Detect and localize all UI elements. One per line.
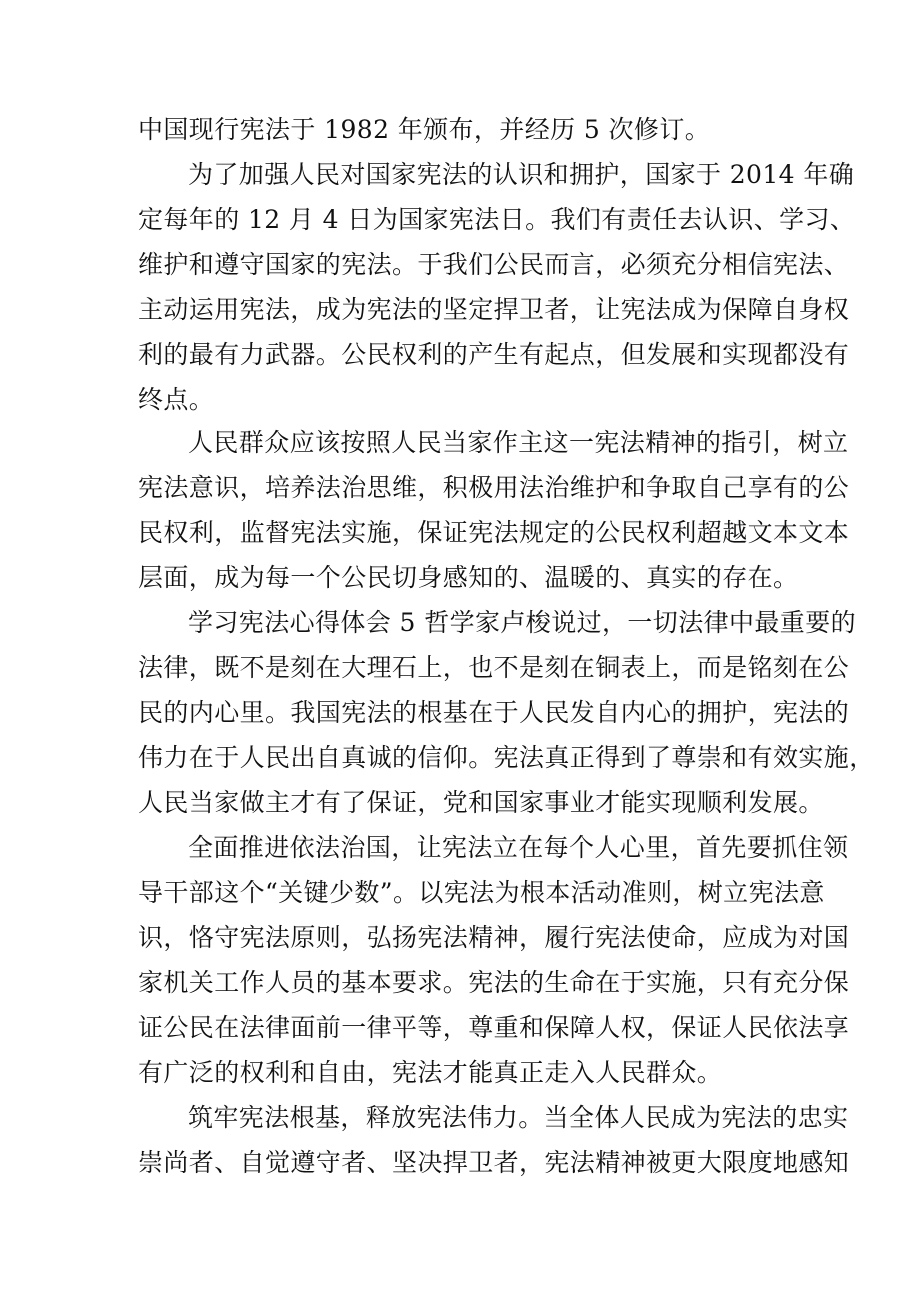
text-line: 导干部这个“关键少数”。以宪法为根本活动准则，树立宪法意: [138, 878, 825, 907]
text-line: 利的最有力武器。公民权利的产生有起点，但发展和实现都没有: [138, 340, 850, 369]
text-line: 家机关工作人员的基本要求。宪法的生命在于实施，只有充分保: [138, 968, 850, 997]
text-line: 证公民在法律面前一律平等，尊重和保障人权，保证人民依法享: [138, 1013, 850, 1042]
text-line: 伟力在于人民出自真诚的信仰。宪法真正得到了尊崇和有效实施，: [138, 743, 875, 772]
paragraph-first-line: 学习宪法心得体会 5 哲学家卢梭说过，一切法律中最重要的: [188, 608, 857, 637]
text-line: 识，恪守宪法原则，弘扬宪法精神，履行宪法使命，应成为对国: [138, 923, 850, 952]
text-line: 民权利，监督宪法实施，保证宪法规定的公民权利超越文本文本: [138, 518, 850, 547]
text-line: 宪法意识，培养法治思维，积极用法治维护和争取自己享有的公: [138, 473, 850, 502]
text-line: 终点。: [138, 385, 215, 414]
text-line: 崇尚者、自觉遵守者、坚决捍卫者，宪法精神被更大限度地感知: [138, 1148, 850, 1177]
text-line: 维护和遵守国家的宪法。于我们公民而言，必须充分相信宪法、: [138, 250, 850, 279]
text-line: 层面，成为每一个公民切身感知的、温暖的、真实的存在。: [138, 563, 799, 592]
text-line: 法律，既不是刻在大理石上，也不是刻在铜表上，而是铭刻在公: [138, 653, 850, 682]
paragraph-first-line: 全面推进依法治国，让宪法立在每个人心里，首先要抓住领: [188, 833, 849, 862]
text-line: 中国现行宪法于 1982 年颁布，并经历 5 次修订。: [138, 115, 711, 144]
paragraph-first-line: 人民群众应该按照人民当家作主这一宪法精神的指引，树立: [188, 428, 849, 457]
paragraph-first-line: 为了加强人民对国家宪法的认识和拥护，国家于 2014 年确: [188, 160, 855, 189]
text-line: 人民当家做主才有了保证，党和国家事业才能实现顺利发展。: [138, 788, 824, 817]
text-line: 民的内心里。我国宪法的根基在于人民发自内心的拥护，宪法的: [138, 698, 850, 727]
text-line: 主动运用宪法，成为宪法的坚定捍卫者，让宪法成为保障自身权: [138, 295, 850, 324]
text-line: 有广泛的权利和自由，宪法才能真正走入人民群众。: [138, 1058, 723, 1087]
text-line: 定每年的 12 月 4 日为国家宪法日。我们有责任去认识、学习、: [138, 205, 856, 234]
paragraph-first-line: 筑牢宪法根基，释放宪法伟力。当全体人民成为宪法的忠实: [188, 1103, 849, 1132]
